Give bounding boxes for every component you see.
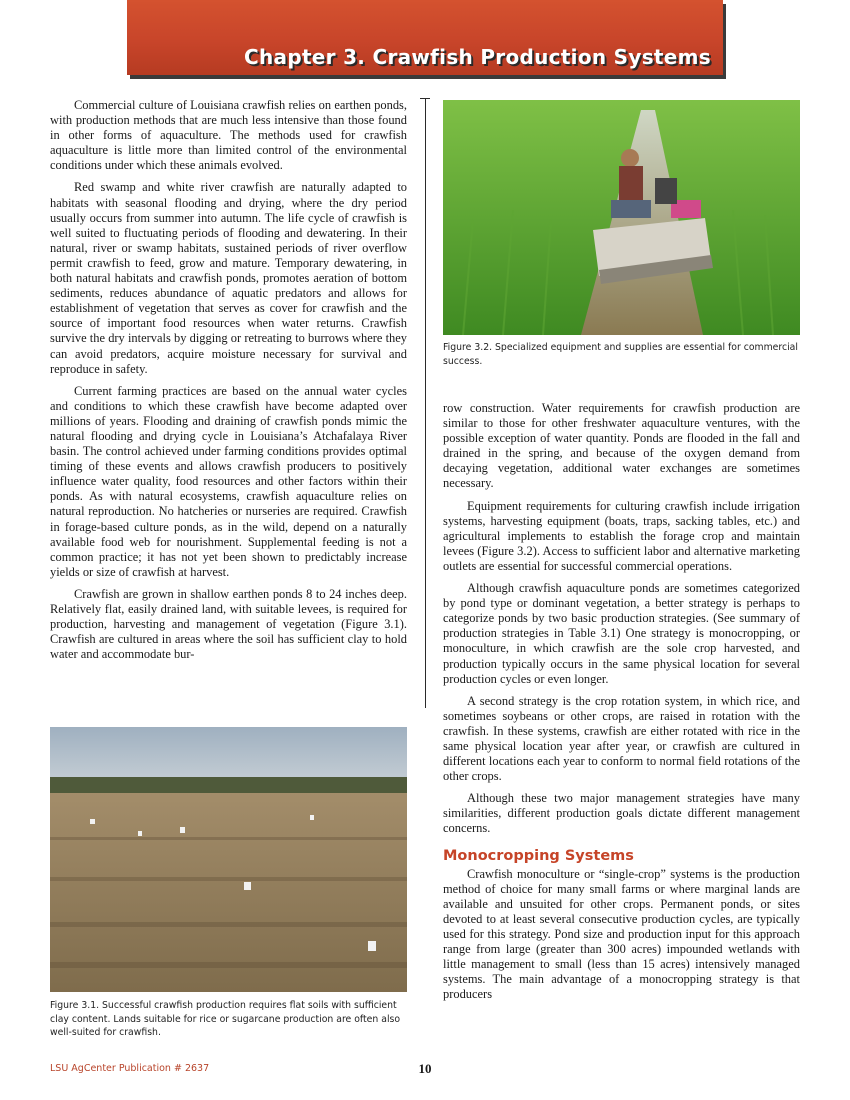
column-divider (425, 98, 426, 708)
paragraph: Commercial culture of Louisiana crawfish relies on earthen ponds, with production methods that are much less intensive than those found in other forms of aquaculture. The methods used for crawfish aquaculture is little more than limited control of the environmental conditions under which these animals evolved. (50, 98, 407, 173)
paragraph: Although these two major management strategies have many similarities, different production goals dictate different management concerns. (443, 791, 800, 836)
chapter-title: Chapter 3. Crawfish Production Systems (244, 45, 711, 69)
paragraph: row construction. Water requirements for crawfish production are similar to those for other freshwater aquaculture ventures, with the possible exception of water quantity. Ponds are flooded in the fall and drained in the spring, and because of the oxygen demand from decaying vegetation, additional water exchanges are sometimes necessary. (443, 401, 800, 491)
figure-3-2-caption: Figure 3.2. Specialized equipment and supplies are essential for commercial success. (443, 342, 798, 367)
section-heading: Monocropping Systems (443, 847, 634, 864)
right-column-text (443, 401, 800, 1009)
paragraph: Crawfish monoculture or “single-crop” systems is the production method of choice for many small farms or where marginal lands are available and unsuited for other crops. Permanent ponds, or sites devoted to at least several consecutive production cycles, are typically used for this strategy. Pond size and production input for this approach range from large (greater than 300 acres) impounded wetlands with little management to small (less than 15 acres) intensively managed systems. The main advantage of a monocropping strategy is that producers (443, 866, 800, 1002)
paragraph: Crawfish are grown in shallow earthen ponds 8 to 24 inches deep. Relatively flat, easily drained land, with suitable levees, is required for production, harvesting and management of vegetation (Figure 3.1). Crawfish are cultured in areas where the soil has sufficient clay to hold water and accommodate bur- (50, 586, 407, 662)
figure-3-1-photo (50, 727, 407, 992)
chapter-banner (127, 0, 723, 75)
paragraph: Equipment requirements for culturing crawfish include irrigation systems, harvesting equipment (boats, traps, sacking tables, etc.) and agricultural implements to establish the forage crop and maintain levees (Figure 3.2). Access to sufficient labor and alternative marketing outlets are essential for successful commercial operations. (443, 498, 800, 573)
paragraph: Although crawfish aquaculture ponds are sometimes categorized by pond type or dominant vegetation, a better strategy is perhaps to categorize ponds by two basic production strategies. (See summary of production strategies in Table 3.1) One strategy is monocropping, or monoculture, in which crawfish are the sole crop harvested, and production typically occurs in the same physical location for several production cycles or even longer. (443, 581, 800, 686)
paragraph: Red swamp and white river crawfish are naturally adapted to habitats with seasonal flooding and drying, where the dry period usually occurs from summer into autumn. The life cycle of crawfish is well suited to fluctuating periods of flooding and dewatering. In their natural, river or swamp habitats, sustained periods of river overflow permit crawfish to feed, grow and mature. Temporary dewatering, in both natural habitats and crawfish ponds, promotes aeration of bottom sediments, reduces abundance of aquatic predators and allows for establishment of vegetation that serves as cover for crawfish and the source of important food resources when water returns. Crawfish survive the dry intervals by digging or retreating to burrows where they can avoid predators, acquire moisture necessary for survival and reproduce in safety. (50, 180, 407, 376)
left-column-text (50, 98, 407, 669)
page-number: 10 (418, 1061, 432, 1076)
figure-3-2-photo (443, 100, 800, 335)
publication-footer: LSU AgCenter Publication # 2637 (50, 1063, 210, 1074)
paragraph: A second strategy is the crop rotation system, in which rice, and sometimes soybeans or other crops, are raised in rotation with the crawfish. In these systems, crawfish are either rotated with rice in the same physical location year after year, or crawfish are cultured in different locations each year to conform to normal field rotations of the other crops. (443, 693, 800, 784)
figure-3-1-caption: Figure 3.1. Successful crawfish production requires flat soils with sufficient clay content. Lands suitable for rice or sugarcane production are often also well-suited for crawfish. (50, 1000, 401, 1038)
paragraph: Current farming practices are based on the annual water cycles and conditions to which these crawfish have become adapted over millions of years. Flooding and draining of crawfish ponds mimic the natural flooding and drying cycle in Louisiana’s Atchafalaya River basin. The control achieved under farming conditions provides optimal timing of these events and allows crawfish producers to positively influence water quality, food resources and other factors within their ponds. As with natural ecosystems, crawfish aquaculture relies on natural reproduction. No hatcheries or nurseries are required. Crawfish in forage-based culture ponds, as in the wild, depend on a naturally available food web for nourishment. Supplemental feeding is not a common practice; it has not yet been shown to predictably increase yields or size of crawfish at harvest. (50, 383, 407, 579)
